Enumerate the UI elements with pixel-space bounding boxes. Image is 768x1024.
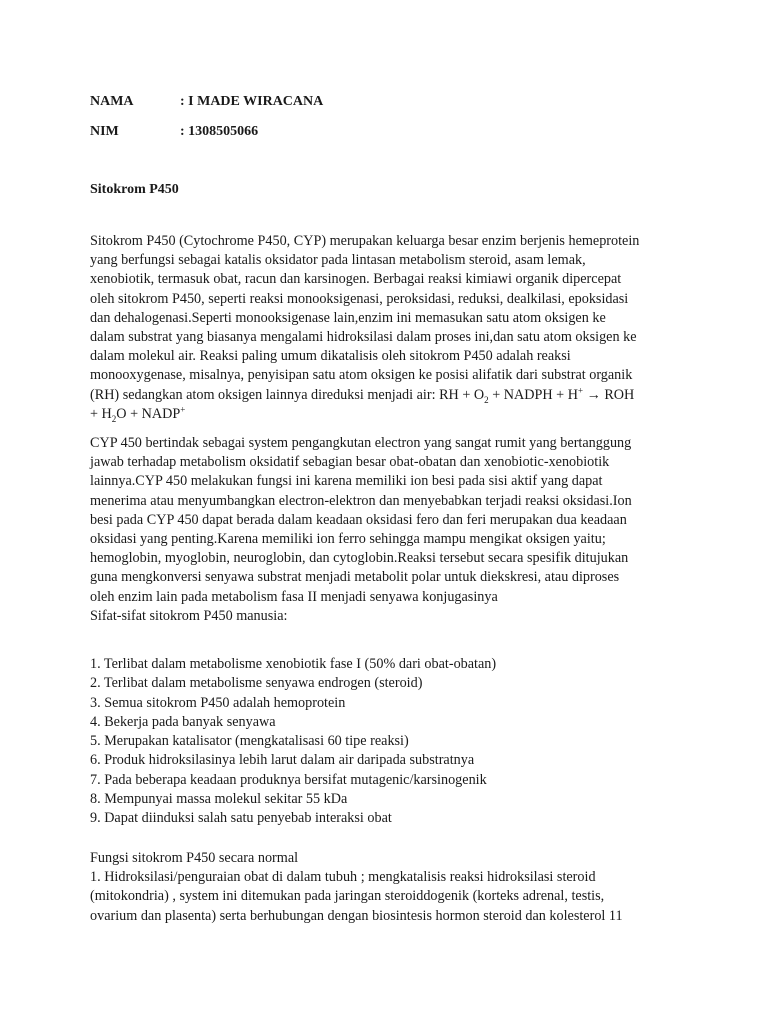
list-item: 9. Dapat diinduksi salah satu penyebab interaksi obat <box>90 810 392 827</box>
text-line: dalam substrat yang biasanya mengalami hidroksilasi dalam proses ini,dan satu atom oksigen ke <box>90 329 637 346</box>
list-item: 7. Pada beberapa keadaan produknya bersifat mutagenic/karsinogenik <box>90 771 487 788</box>
paragraph-intro <box>90 232 690 424</box>
reaction-equation-line: (RH) sedangkan atom oksigen lainnya direduksi menjadi air: RH + $O_2$ + NADPH + H+ → ROH <box>90 384 635 405</box>
text-line: ovarium dan plasenta) serta berhubungan dengan biosintesis hormon steroid dan kolesterol 11 <box>90 907 623 924</box>
reaction-equation-line: + $H_2O$ + NADP+ <box>90 404 186 424</box>
text-line: guna mengkonversi senyawa substrat menjadi metabolit polar untuk diekskresi, atau diproses <box>90 569 620 586</box>
text-line: oksidasi yang penting.Karena memiliki ion ferro sehingga mampu mengikat oksigen yaitu; <box>90 531 606 548</box>
text-line: lainnya.CYP 450 melakukan fungsi ini karena memiliki ion besi pada sisi aktif yang dapat <box>90 473 603 490</box>
list-intro: Sifat-sifat sitokrom P450 manusia: <box>90 607 288 624</box>
text-line: Sitokrom P450 (Cytochrome P450, CYP) merupakan keluarga besar enzim berjenis hemeprotein <box>90 233 640 249</box>
nim-row <box>90 124 258 140</box>
section-title: Sitokrom P450 <box>90 182 179 197</box>
text-line: CYP 450 bertindak sebagai system pengangkutan electron yang sangat rumit yang bertanggung <box>90 435 632 451</box>
nim-value: : 1308505066 <box>180 124 259 139</box>
text-line: hemoglobin, myoglobin, neuroglobin, dan cytoglobin.Reaksi tersebut secara spesifik ditujukan <box>90 550 629 567</box>
text-line: monooxygenase, misalnya, penyisipan satu atom oksigen ke posisi alifatik dari substrat organik <box>90 367 633 384</box>
paragraph-cyp450 <box>90 434 690 626</box>
list-item: 5. Merupakan katalisator (mengkatalisasi 60 tipe reaksi) <box>90 733 409 750</box>
subheading: Fungsi sitokrom P450 secara normal <box>90 850 299 866</box>
list-item: 1. Terlibat dalam metabolisme xenobiotik fase I (50% dari obat-obatan) <box>90 656 497 672</box>
list-item: 3. Semua sitokrom P450 adalah hemoprotein <box>90 694 346 711</box>
paragraph-functions <box>90 849 690 926</box>
list-item: 6. Produk hidroksilasinya lebih larut dalam air daripada substratnya <box>90 752 475 769</box>
name-value: : I MADE WIRACANA <box>180 94 324 109</box>
text-line: xenobiotik, termasuk obat, racun dan karsinogen. Berbagai reaksi kimiawi organik dipercepat <box>90 271 622 288</box>
list-item: 2. Terlibat dalam metabolisme senyawa endrogen (steroid) <box>90 675 423 692</box>
text-line: oleh sitokrom P450, seperti reaksi monooksigenasi, peroksidasi, reduksi, dealkilasi, epoksidasi <box>90 290 629 307</box>
list-item: 8. Mempunyai massa molekul sekitar 55 kDa <box>90 791 348 808</box>
name-label: NAMA <box>90 94 134 109</box>
text-line: besi pada CYP 450 dapat berada dalam keadaan oksidasi fero dan feri merupakan dua keadaan <box>90 511 627 528</box>
text-line: dan dehalogenasi.Seperti monooksigenase lain,enzim ini memasukan satu atom oksigen ke <box>90 309 606 326</box>
properties-list <box>90 655 690 829</box>
text-line: oleh enzim lain pada metabolism fasa II menjadi senyawa konjugasinya <box>90 588 498 605</box>
text-line: menerima atau menyumbangkan electron-elektron dan menyebabkan terjadi reaksi oksidasi.Ion <box>90 492 632 509</box>
text-line: (mitokondria) , system ini ditemukan pada jaringan steroiddogenik (korteks adrenal, testis, <box>90 888 605 905</box>
nim-label: NIM <box>90 124 119 139</box>
text-line: yang berfungsi sebagai katalis oksidator pada lintasan metabolism steroid, asam lemak, <box>90 252 586 269</box>
text-line: jawab terhadap metabolism oksidatif sebagian besar obat-obatan dan xenobiotic-xenobiotik <box>90 454 610 471</box>
list-item: 4. Bekerja pada banyak senyawa <box>90 713 276 730</box>
name-row <box>90 94 323 110</box>
text-line: 1. Hidroksilasi/penguraian obat di dalam tubuh ; mengkatalisis reaksi hidroksilasi steroid <box>90 869 596 886</box>
text-line: dalam molekul air. Reaksi paling umum dikatalisis oleh sitokrom P450 adalah reaksi <box>90 348 571 365</box>
